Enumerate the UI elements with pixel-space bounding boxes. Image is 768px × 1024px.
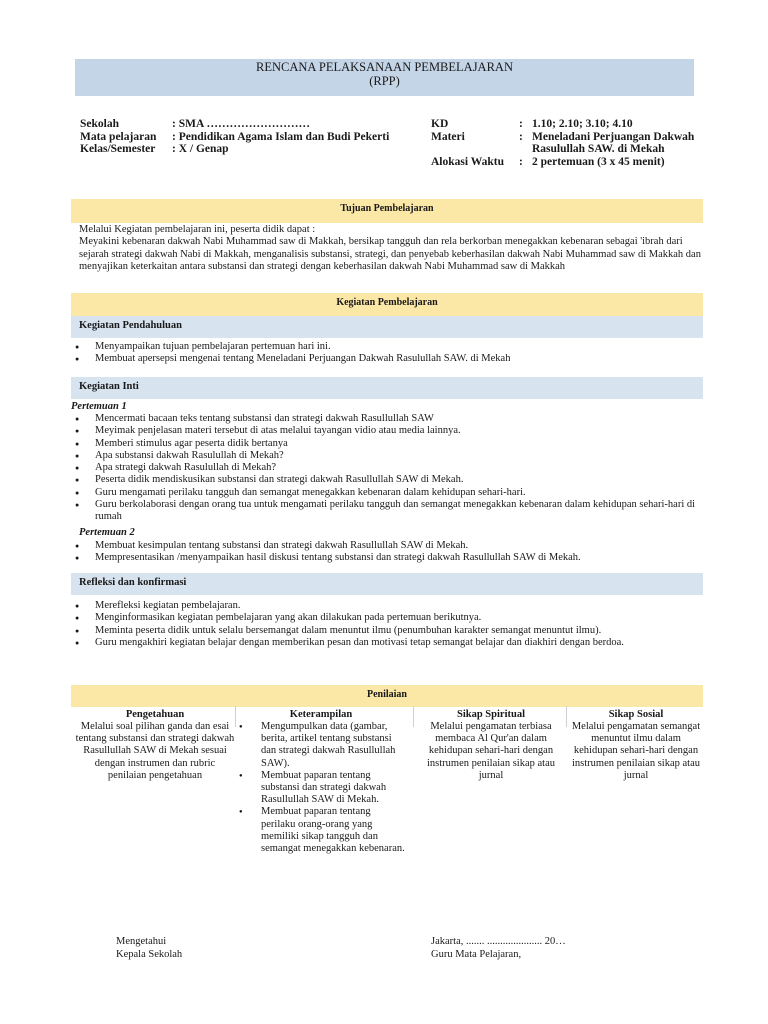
list-item: ● Meminta peserta didik untuk selalu bersemangat dalam menuntut ilmu (penumbuhan karakter semangat menuntut ilmu). xyxy=(71,625,701,637)
spiritual-body: Melalui pengamatan terbiasa membaca Al Qur'an dalam kehidupan sehari-hari dengan instrumen penilaian sikap atau jurnal xyxy=(426,721,555,781)
info-value: : SMA ……………………… xyxy=(172,118,310,130)
penilaian-spiritual xyxy=(421,709,561,782)
info-right xyxy=(431,118,697,168)
pendahuluan-list xyxy=(71,341,703,366)
list-item: ● Mempresentasikan /menyampaikan hasil diskusi tentang substansi dan strategi dakwah Rasullullah SAW di Mekah. xyxy=(71,552,703,564)
pertemuan1-list xyxy=(71,413,703,524)
info-colon: : xyxy=(519,130,523,143)
list-item: ● Mengumpulkan data (gambar, berita, artikel tentang substansi dan strategi dakwah Rasullullah SAW). xyxy=(235,721,407,770)
info-row-mapel xyxy=(80,131,389,144)
list-item: ● Merefleksi kegiatan pembelajaran. xyxy=(71,600,701,612)
penilaian-sosial xyxy=(569,709,703,782)
list-item: ● Meyimak penjelasan materi tersebut di atas melalui tayangan vidio atau media lainnya. xyxy=(71,425,703,437)
list-item: ● Membuat apersepsi mengenai tentang Meneladani Perjuangan Dakwah Rasulullah SAW. di Mekah xyxy=(71,353,703,365)
list-item: ● Apa strategi dakwah Rasulullah di Mekah? xyxy=(71,462,703,474)
signature-right-line2: Guru Mata Pelajaran, xyxy=(431,948,522,960)
penilaian-pengetahuan xyxy=(75,709,235,782)
sosial-body: Melalui pengamatan semangat menuntut ilmu dalam kehidupan sehari-hari dengan instrumen penilaian sikap atau jurnal xyxy=(571,721,701,781)
list-item: ● Memberi stimulus agar peserta didik bertanya xyxy=(71,438,703,450)
list-item: ● Guru berkolaborasi dengan orang tua untuk mengamati perilaku tangguh dan semangat menegakkan kebenaran dalam kehidupan sehari-hari di rumah xyxy=(71,499,703,524)
list-item: ● Guru mengamati perilaku tangguh dan semangat menegakkan kebenaran dalam kehidupan sehari-hari. xyxy=(71,487,703,499)
info-value: : Pendidikan Agama Islam dan Budi Pekerti xyxy=(172,130,390,143)
pendahuluan-heading: Kegiatan Pendahuluan xyxy=(71,316,703,338)
pengetahuan-heading: Pengetahuan xyxy=(125,709,185,720)
refleksi-list xyxy=(71,600,701,649)
refleksi-heading: Refleksi dan konfirmasi xyxy=(71,573,703,595)
info-colon: : xyxy=(519,118,523,130)
info-label: KD xyxy=(431,118,449,130)
tujuan-intro: Melalui Kegiatan pembelajaran ini, peserta didik dapat : xyxy=(79,224,316,235)
pengetahuan-body: Melalui soal pilihan ganda dan esai tentang substansi dan strategi dakwah Rasullullah SAW di Mekah sesuai dengan instrumen dan rubric penilaian pengetahuan xyxy=(75,721,235,781)
spiritual-heading: Sikap Spiritual xyxy=(457,709,525,720)
penilaian-heading: Penilaian xyxy=(71,685,703,707)
sosial-heading: Sikap Sosial xyxy=(608,709,664,720)
list-item: ● Peserta didik mendiskusikan substansi dan strategi dakwah Rasullullah SAW di Mekah. xyxy=(71,474,703,486)
keterampilan-heading: Keterampilan xyxy=(289,709,353,720)
signature-right-line1: Jakarta, ....... ..................... 20… xyxy=(431,936,566,947)
document-title: RENCANA PELAKSANAAN PEMBELAJARAN xyxy=(256,60,513,74)
info-value: 2 pertemuan (3 x 45 menit) xyxy=(532,155,665,168)
signature-left xyxy=(116,936,182,961)
list-item: ● Apa substansi dakwah Rasulullah di Mekah? xyxy=(71,450,703,462)
inti-heading: Kegiatan Inti xyxy=(71,377,703,399)
penilaian-keterampilan xyxy=(235,709,407,855)
info-row-kelas xyxy=(80,143,389,156)
info-label: Alokasi Waktu xyxy=(431,155,504,168)
document-subtitle: (RPP) xyxy=(369,74,400,88)
pertemuan1-label: Pertemuan 1 xyxy=(71,401,127,412)
document-title-box xyxy=(75,59,694,96)
tujuan-body: Meyakini kebenaran dakwah Nabi Muhammad saw di Makkah, bersikap tangguh dan rela berkorban menegakkan kebenaran sebagai 'ibrah dari sejarah strategi dakwah Nabi di Makkah, menganalisis substansi, strategi, dan penyebab keberhasilan dakwah Nabi Muhammad saw di Makkah dan menyajikan keterkaitan antara substansi dan strategi dengan keberhasilan dakwah Nabi Muhammad saw di Makkah xyxy=(79,236,701,272)
signature-left-line2: Kepala Sekolah xyxy=(116,948,183,960)
info-row-sekolah xyxy=(80,118,389,131)
info-label: Kelas/Semester xyxy=(80,143,156,155)
info-label: Sekolah xyxy=(80,118,119,130)
list-item: ● Menginformasikan kegiatan pembelajaran yang akan dilakukan pada pertemuan berikutnya. xyxy=(71,612,701,624)
list-item: ● Guru mengakhiri kegiatan belajar dengan memberikan pesan dan motivasi tetap semangat belajar dan diakhiri dengan berdoa. xyxy=(71,637,701,649)
info-value: 1.10; 2.10; 3.10; 4.10 xyxy=(532,118,633,130)
info-row-materi xyxy=(431,131,697,156)
table-divider xyxy=(413,706,414,727)
kegiatan-heading: Kegiatan Pembelajaran xyxy=(71,293,703,317)
table-divider xyxy=(235,706,236,727)
signature-left-line1: Mengetahui xyxy=(116,936,167,947)
info-row-kd xyxy=(431,118,697,131)
list-item: ● Membuat paparan tentang substansi dan strategi dakwah Rasullullah SAW di Mekah. xyxy=(235,770,407,807)
list-item: ● Menyampaikan tujuan pembelajaran pertemuan hari ini. xyxy=(71,341,703,353)
table-divider xyxy=(566,706,567,727)
tujuan-heading: Tujuan Pembelajaran xyxy=(71,199,703,223)
info-colon: : xyxy=(519,155,523,168)
info-row-alokasi xyxy=(431,156,697,169)
pertemuan2-list xyxy=(71,540,703,565)
list-item: ● Membuat paparan tentang perilaku orang-orang yang memiliki sikap tangguh dan semangat menegakkan kebenaran. xyxy=(235,806,407,855)
info-value: Meneladani Perjuangan Dakwah Rasulullah SAW. di Mekah xyxy=(532,130,695,155)
info-label: Mata pelajaran xyxy=(80,130,157,143)
list-item: ● Mencermati bacaan teks tentang substansi dan strategi dakwah Rasullullah SAW xyxy=(71,413,703,425)
signature-right xyxy=(431,936,566,961)
keterampilan-list xyxy=(235,721,407,855)
info-left xyxy=(80,118,389,156)
info-value: : X / Genap xyxy=(172,143,229,155)
pertemuan2-label: Pertemuan 2 xyxy=(79,527,135,538)
info-label: Materi xyxy=(431,130,465,143)
list-item: ● Membuat kesimpulan tentang substansi dan strategi dakwah Rasullullah SAW di Mekah. xyxy=(71,540,703,552)
